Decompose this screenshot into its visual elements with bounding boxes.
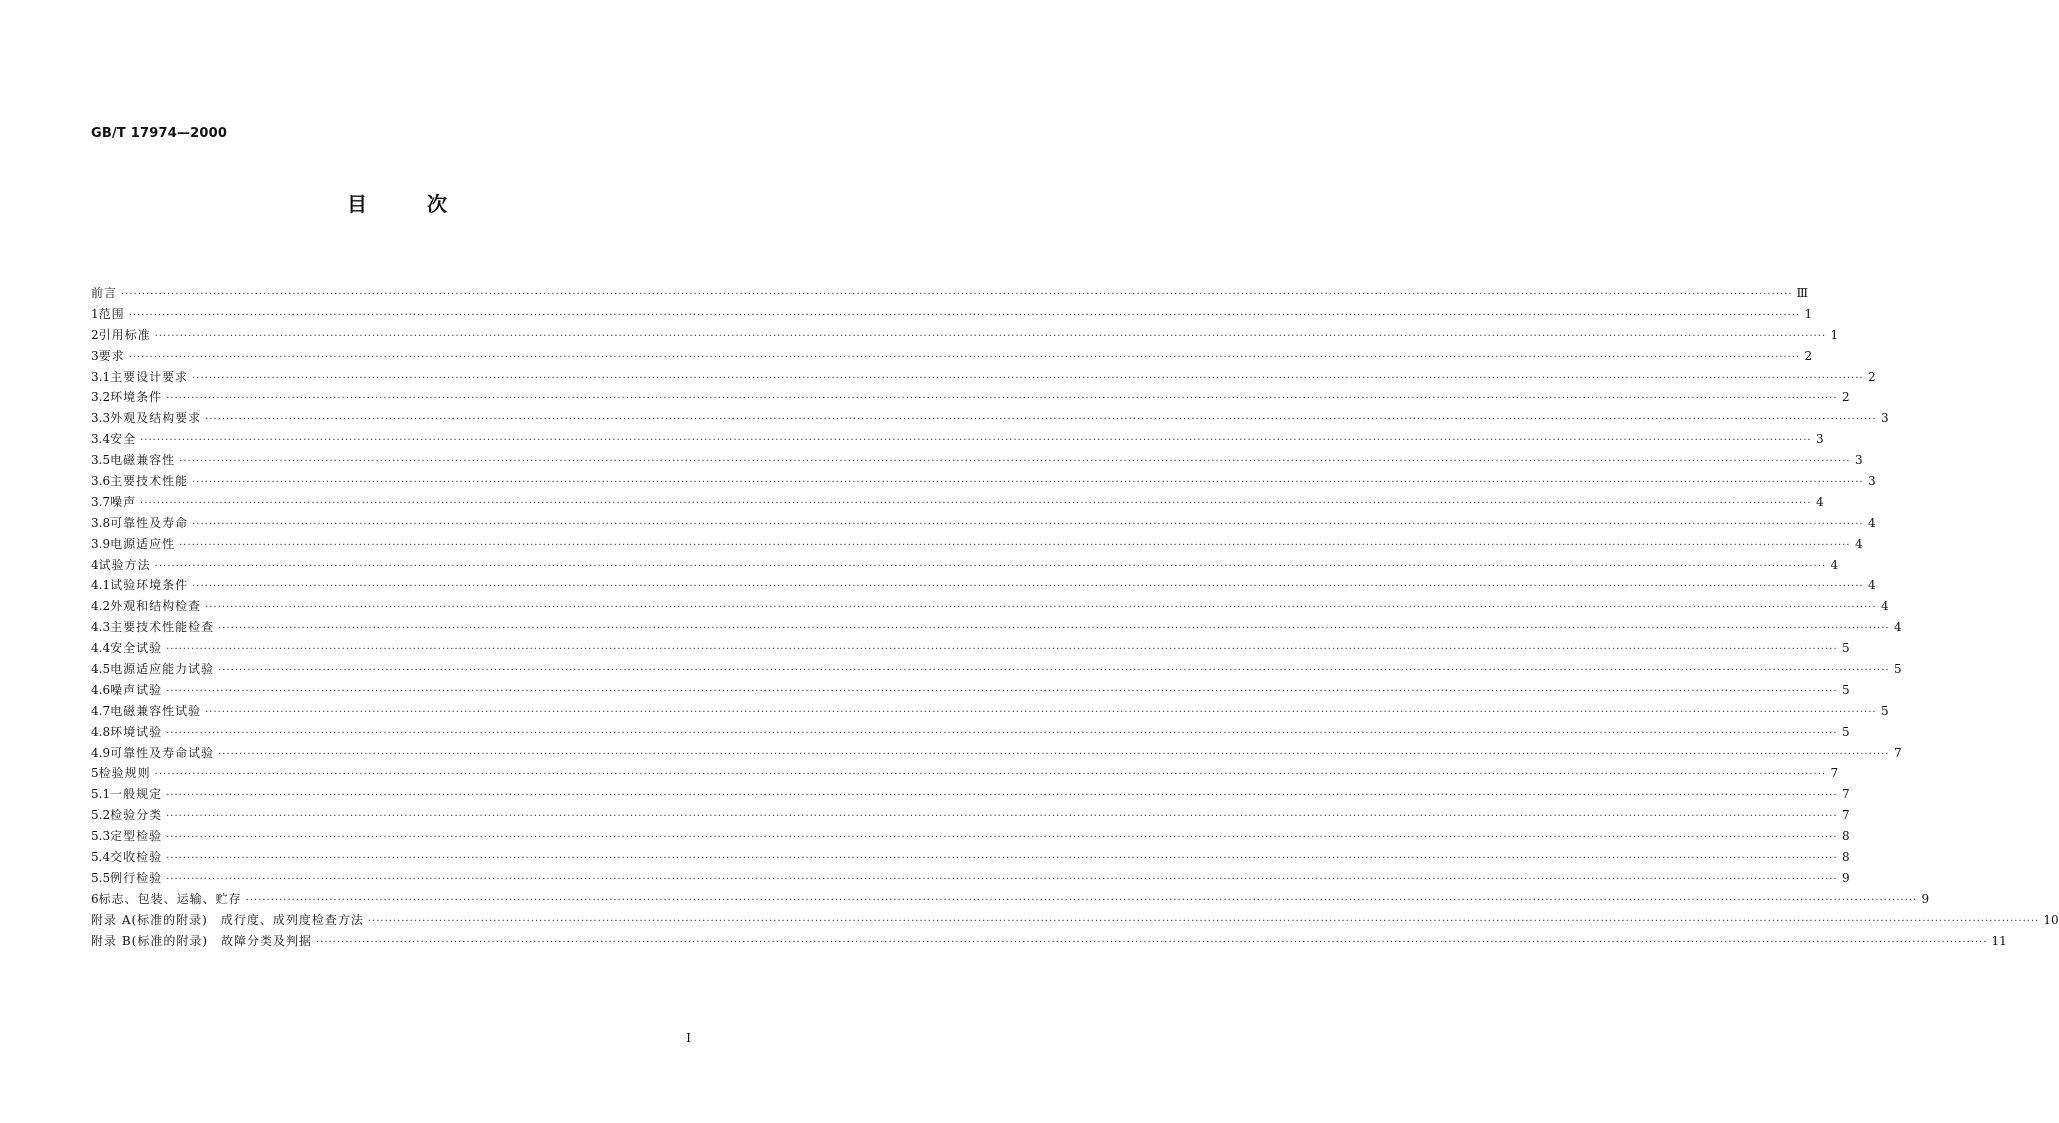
title-part-2: 次 — [427, 192, 447, 216]
toc-entry[interactable] — [91, 847, 1850, 868]
toc-entry-label: 可靠性及寿命 — [110, 515, 189, 530]
toc-leader-dots: ················································································································································································································································································································································································································ — [128, 309, 1801, 321]
toc-entry-number: 3.7 — [91, 494, 111, 509]
toc-entry-number: 4 — [91, 557, 99, 572]
toc-entry-page: 11 — [1991, 933, 2007, 948]
toc-entry-page: Ⅲ — [1796, 286, 1809, 300]
toc-entry[interactable] — [91, 283, 1809, 304]
toc-leader-dots: ················································································································································································································································································································································································································ — [166, 790, 1838, 802]
toc-entry-label: 电磁兼容性试验 — [110, 703, 202, 718]
toc-entry-page: 3 — [1867, 474, 1876, 489]
toc-entry[interactable] — [91, 931, 2007, 952]
toc-leader-dots: ················································································································································································································································································································································································································ — [166, 644, 1838, 656]
toc-leader-dots: ················································································································································································································································································································································································································ — [192, 372, 1864, 384]
toc-entry[interactable] — [91, 429, 1824, 450]
toc-leader-dots: ················································································································································································································································································································································································································ — [166, 811, 1838, 823]
toc-entry-page: 10 — [2043, 912, 2059, 927]
toc-entry-number: 5.4 — [91, 850, 111, 865]
toc-entry-number: 3.8 — [91, 515, 111, 530]
toc-entry-label: 主要设计要求 — [110, 369, 189, 384]
toc-leader-dots: ················································································································································································································································································································································································································ — [154, 769, 1827, 781]
toc-entry[interactable] — [91, 763, 1839, 784]
page-title — [0, 188, 794, 217]
toc-entry[interactable] — [91, 680, 1850, 701]
toc-leader-dots: ················································································································································································································································································································································································································ — [166, 393, 1838, 405]
toc-entry-page: 3 — [1880, 411, 1889, 426]
toc-entry[interactable] — [91, 575, 1876, 596]
toc-entry-number: 5.1 — [91, 787, 111, 802]
toc-entry-label: 附录 A(标准的附录) 成行度、成列度检查方法 — [91, 912, 364, 927]
toc-entry-label: 可靠性及寿命试验 — [110, 745, 215, 760]
toc-leader-dots: ················································································································································································································································································································································································································ — [367, 915, 2040, 927]
toc-entry-page: 8 — [1841, 850, 1850, 865]
toc-entry-page: 5 — [1893, 662, 1902, 677]
toc-entry-number: 1 — [91, 306, 99, 321]
toc-entry-label: 标志、包装、运输、贮存 — [98, 891, 242, 906]
toc-entry-number: 4.8 — [91, 724, 111, 739]
toc-entry-number: 5.2 — [91, 808, 111, 823]
toc-entry[interactable] — [91, 304, 1813, 325]
toc-entry-page: 3 — [1854, 453, 1863, 468]
toc-entry-label: 环境条件 — [110, 390, 163, 405]
toc-leader-dots: ················································································································································································································································································································································································································ — [154, 560, 1827, 572]
toc-leader-dots: ················································································································································································································································································································································································································ — [192, 581, 1864, 593]
toc-entry-page: 5 — [1841, 682, 1850, 697]
toc-entry-label: 安全 — [110, 432, 137, 447]
toc-entry-number: 5 — [91, 766, 99, 781]
toc-entry[interactable] — [91, 701, 1889, 722]
toc-entry-page: 7 — [1893, 745, 1902, 760]
toc-leader-dots: ················································································································································································································································································································································································································ — [205, 602, 1877, 614]
toc-entry-page: 4 — [1867, 515, 1876, 530]
toc-entry[interactable] — [91, 826, 1850, 847]
toc-entry[interactable] — [91, 659, 1902, 680]
toc-entry[interactable] — [91, 408, 1889, 429]
toc-entry[interactable] — [91, 471, 1876, 492]
title-part-1: 目 — [347, 192, 367, 216]
toc-entry-page: 4 — [1815, 494, 1824, 509]
toc-leader-dots: ················································································································································································································································································································································································································ — [166, 853, 1838, 865]
toc-entry-number: 3.2 — [91, 390, 111, 405]
toc-entry-number: 3.5 — [91, 453, 111, 468]
toc-entry-page: 7 — [1830, 766, 1839, 781]
toc-entry-label: 前言 — [91, 286, 118, 300]
toc-entry-number: 4.3 — [91, 620, 111, 635]
toc-leader-dots: ················································································································································································································································································································································································································ — [218, 748, 1890, 760]
toc-leader-dots: ················································································································································································································································································································································································································ — [218, 665, 1890, 677]
table-of-contents — [91, 283, 2059, 952]
toc-entry-number: 3 — [91, 348, 99, 363]
toc-entry-page: 1 — [1830, 327, 1839, 342]
toc-entry-page: 5 — [1880, 703, 1889, 718]
toc-entry-label: 外观和结构检查 — [110, 599, 202, 614]
toc-entry[interactable] — [91, 889, 1930, 910]
toc-entry[interactable] — [91, 596, 1889, 617]
toc-entry[interactable] — [91, 513, 1876, 534]
toc-entry[interactable] — [91, 450, 1863, 471]
toc-entry-page: 2 — [1867, 369, 1876, 384]
toc-entry-page: 4 — [1867, 578, 1876, 593]
toc-entry-page: 5 — [1841, 641, 1850, 656]
toc-entry[interactable] — [91, 638, 1850, 659]
toc-entry-label: 环境试验 — [110, 724, 163, 739]
toc-entry-number: 4.1 — [91, 578, 111, 593]
toc-entry-label: 例行检验 — [110, 870, 163, 885]
toc-entry-number: 4.2 — [91, 599, 111, 614]
toc-entry-number: 5.3 — [91, 829, 111, 844]
toc-entry-number: 3.3 — [91, 411, 111, 426]
toc-entry[interactable] — [91, 868, 1850, 889]
page-number: I — [686, 1031, 691, 1045]
toc-entry[interactable] — [91, 722, 1850, 743]
toc-entry-number: 4.9 — [91, 745, 111, 760]
toc-entry-label: 噪声 — [110, 494, 137, 509]
toc-entry-number: 3.4 — [91, 432, 111, 447]
toc-leader-dots: ················································································································································································································································································································································································································ — [179, 456, 1851, 468]
toc-leader-dots: ················································································································································································································································································································································································································ — [166, 873, 1838, 885]
toc-leader-dots: ················································································································································································································································································································································································································ — [205, 706, 1877, 718]
toc-entry-number: 6 — [91, 891, 99, 906]
toc-leader-dots: ················································································································································································································································································································································································································ — [166, 685, 1838, 697]
toc-leader-dots: ················································································································································································································································································································································································································ — [179, 539, 1851, 551]
toc-entry-label: 外观及结构要求 — [110, 411, 202, 426]
toc-entry-number: 5.5 — [91, 870, 111, 885]
toc-entry-label: 引用标准 — [98, 327, 151, 342]
toc-entry-page: 4 — [1854, 536, 1863, 551]
toc-entry[interactable] — [91, 617, 1902, 638]
toc-entry-page: 2 — [1841, 390, 1850, 405]
toc-entry[interactable] — [91, 346, 1813, 367]
toc-entry[interactable] — [91, 555, 1839, 576]
toc-entry-label: 电源适应能力试验 — [110, 662, 215, 677]
toc-entry[interactable] — [91, 534, 1863, 555]
toc-entry-label: 试验环境条件 — [110, 578, 189, 593]
toc-leader-dots: ················································································································································································································································································································································································································ — [140, 497, 1812, 509]
toc-entry[interactable] — [91, 910, 2059, 931]
toc-entry[interactable] — [91, 743, 1902, 764]
toc-leader-dots: ················································································································································································································································································································································································································ — [316, 936, 1988, 948]
toc-entry-label: 检验规则 — [98, 766, 151, 781]
toc-entry-number: 3.9 — [91, 536, 111, 551]
toc-leader-dots: ················································································································································································································································································································································································································ — [121, 289, 1793, 300]
toc-leader-dots: ················································································································································································································································································································································································································ — [166, 832, 1838, 844]
toc-entry[interactable] — [91, 367, 1876, 388]
toc-entry-label: 噪声试验 — [110, 682, 163, 697]
toc-leader-dots: ················································································································································································································································································································································································································ — [140, 435, 1812, 447]
toc-entry-label: 定型检验 — [110, 829, 163, 844]
toc-entry-label: 一般规定 — [110, 787, 163, 802]
toc-entry-label: 交收检验 — [110, 850, 163, 865]
toc-entry-page: 9 — [1841, 870, 1850, 885]
toc-entry-label: 检验分类 — [110, 808, 163, 823]
toc-entry[interactable] — [91, 325, 1839, 346]
toc-leader-dots: ················································································································································································································································································································································································································ — [166, 727, 1838, 739]
toc-entry-number: 3.1 — [91, 369, 111, 384]
standard-code: GB/T 17974—2000 — [91, 126, 228, 141]
toc-entry-page: 4 — [1830, 557, 1839, 572]
toc-entry-label: 主要技术性能检查 — [110, 620, 215, 635]
toc-entry-label: 范围 — [98, 306, 125, 321]
toc-entry-page: 2 — [1804, 348, 1813, 363]
toc-entry-page: 8 — [1841, 829, 1850, 844]
toc-entry-label: 主要技术性能 — [110, 474, 189, 489]
toc-entry-page: 7 — [1841, 787, 1850, 802]
toc-entry-label: 电磁兼容性 — [110, 453, 176, 468]
toc-entry-label: 安全试验 — [110, 641, 163, 656]
toc-entry-page: 4 — [1880, 599, 1889, 614]
toc-leader-dots: ················································································································································································································································································································································································································ — [128, 351, 1801, 363]
toc-entry[interactable] — [91, 492, 1824, 513]
toc-entry-number: 4.6 — [91, 682, 111, 697]
toc-entry-number: 4.5 — [91, 662, 111, 677]
toc-entry-page: 7 — [1841, 808, 1850, 823]
toc-entry[interactable] — [91, 805, 1850, 826]
toc-entry-label: 要求 — [98, 348, 125, 363]
toc-entry-label: 试验方法 — [98, 557, 151, 572]
toc-entry-page: 5 — [1841, 724, 1850, 739]
toc-entry-number: 3.6 — [91, 474, 111, 489]
toc-entry-label: 电源适应性 — [110, 536, 176, 551]
toc-entry-page: 1 — [1804, 306, 1813, 321]
toc-entry[interactable] — [91, 784, 1850, 805]
toc-entry-page: 4 — [1893, 620, 1902, 635]
toc-leader-dots: ················································································································································································································································································································································································································ — [218, 623, 1890, 635]
toc-entry-number: 4.7 — [91, 703, 111, 718]
toc-entry[interactable] — [91, 387, 1850, 408]
toc-entry-number: 2 — [91, 327, 99, 342]
toc-leader-dots: ················································································································································································································································································································································································································ — [245, 894, 1918, 906]
toc-leader-dots: ················································································································································································································································································································································································································ — [205, 414, 1877, 426]
toc-leader-dots: ················································································································································································································································································································································································································ — [192, 518, 1864, 530]
toc-entry-number: 4.4 — [91, 641, 111, 656]
toc-leader-dots: ················································································································································································································································································································································································································ — [154, 330, 1827, 342]
toc-entry-page: 9 — [1921, 891, 1930, 906]
toc-entry-label: 附录 B(标准的附录) 故障分类及判据 — [91, 933, 312, 948]
toc-entry-page: 3 — [1815, 432, 1824, 447]
toc-leader-dots: ················································································································································································································································································································································································································ — [192, 477, 1864, 489]
